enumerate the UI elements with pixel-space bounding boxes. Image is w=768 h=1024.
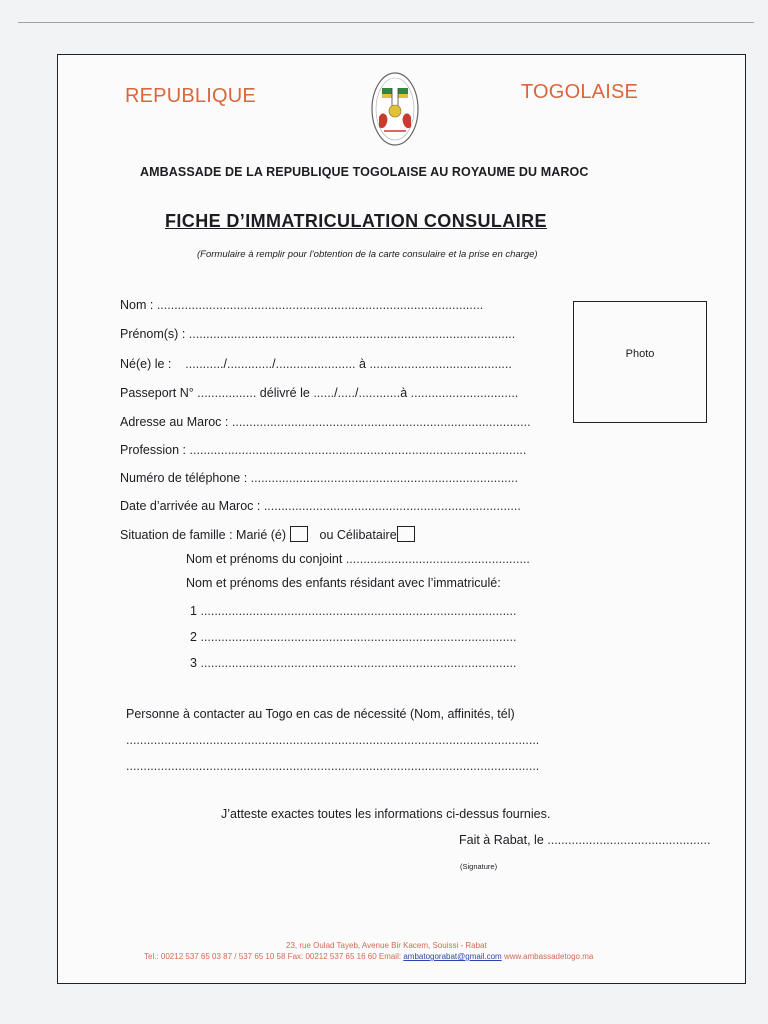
field-celibataire-label: ou Célibataire bbox=[319, 528, 397, 542]
field-telephone-label: Numéro de téléphone : bbox=[120, 471, 248, 485]
field-contact-line-1[interactable]: ....................................................................................................................... bbox=[126, 733, 540, 747]
dotted-line: ............................... bbox=[410, 386, 519, 400]
form-subtitle: (Formulaire à remplir pour l’obtention de la carte consulaire et la prise en charge) bbox=[197, 249, 538, 260]
field-contact-line-2[interactable]: ....................................................................................................................... bbox=[126, 759, 540, 773]
dotted-line: ....................... bbox=[275, 357, 356, 371]
field-passeport-label: Passeport N° bbox=[120, 386, 194, 400]
date-separator: / bbox=[355, 386, 359, 400]
attestation-text: J’atteste exactes toutes les informations ci-dessus fournies. bbox=[221, 807, 551, 821]
marie-checkbox[interactable] bbox=[290, 526, 308, 542]
lieu-a-label: à bbox=[359, 357, 366, 371]
coat-of-arms-seal bbox=[370, 71, 420, 147]
field-enfant-1[interactable] bbox=[190, 604, 516, 618]
field-situation-label: Situation de famille : Marié (é) bbox=[120, 528, 287, 542]
field-date-naissance[interactable] bbox=[120, 357, 512, 371]
dotted-line: ............. bbox=[227, 357, 273, 371]
field-profession-label: Profession : bbox=[120, 443, 187, 457]
dotted-line: ........... bbox=[174, 357, 224, 371]
dotted-line: ..... bbox=[337, 386, 356, 400]
field-delivre-label: délivré le bbox=[259, 386, 310, 400]
field-conjoint-dotted-line: ..................................................... bbox=[345, 552, 530, 566]
field-enfant-2[interactable] bbox=[190, 630, 516, 644]
form-title: FICHE D’IMMATRICULATION CONSULAIRE bbox=[165, 211, 547, 231]
coat-of-arms-icon bbox=[370, 71, 420, 147]
header-togolaise: TOGOLAISE bbox=[521, 81, 639, 103]
field-passeport[interactable] bbox=[120, 386, 518, 400]
enfant-dotted-line: ........................................................................................... bbox=[200, 604, 517, 618]
field-telephone[interactable] bbox=[120, 471, 518, 485]
field-enfant-3[interactable] bbox=[190, 656, 516, 670]
photo-box[interactable] bbox=[573, 301, 707, 423]
field-adresse-label: Adresse au Maroc : bbox=[120, 415, 229, 429]
field-contact-heading: Personne à contacter au Togo en cas de nécessité (Nom, affinités, tél) bbox=[126, 707, 515, 721]
enfant-dotted-line: ........................................................................................... bbox=[200, 630, 517, 644]
field-ne-le-label: Né(e) le : bbox=[120, 357, 172, 371]
celibataire-checkbox[interactable] bbox=[397, 526, 415, 542]
field-adresse-dotted-line: ...................................................................................... bbox=[231, 415, 531, 429]
enfant-dotted-line: ........................................................................................... bbox=[200, 656, 517, 670]
dotted-line: ............ bbox=[358, 386, 401, 400]
footer-email-link[interactable]: ambatogorabat@gmail.com bbox=[403, 952, 502, 961]
fait-a-rabat[interactable] bbox=[459, 833, 710, 847]
field-telephone-dotted-line: ............................................................................. bbox=[250, 471, 519, 485]
field-enfants-heading: Nom et prénoms des enfants résidant avec l’immatriculé: bbox=[186, 576, 501, 590]
scan-edge-line bbox=[18, 22, 754, 23]
field-prenom-label: Prénom(s) : bbox=[120, 327, 186, 341]
fait-a-rabat-label: Fait à Rabat, le bbox=[459, 833, 544, 847]
field-profession[interactable] bbox=[120, 443, 526, 457]
field-prenom[interactable] bbox=[120, 327, 515, 341]
dotted-line: ...... bbox=[313, 386, 335, 400]
field-profession-dotted-line: ................................................................................................. bbox=[189, 443, 527, 457]
dotted-line: ......................................... bbox=[369, 357, 512, 371]
field-date-arrivee[interactable] bbox=[120, 499, 521, 513]
enfant-number: 3 bbox=[190, 656, 197, 670]
dotted-line: ................. bbox=[197, 386, 257, 400]
footer-address: 23, rue Oulad Tayeb, Avenue Bir Kacem, Souissi - Rabat bbox=[286, 941, 487, 950]
field-situation-famille bbox=[120, 526, 415, 542]
lieu-a-label: à bbox=[400, 386, 408, 400]
footer-website[interactable]: www.ambassadetogo.ma bbox=[503, 952, 594, 961]
date-separator: / bbox=[334, 386, 338, 400]
footer-phone-fax: Tel.: 00212 537 65 03 87 / 537 65 10 58 Fax: 00212 537 65 16 60 Email: bbox=[144, 952, 402, 961]
field-arrivee-label: Date d’arrivée au Maroc : bbox=[120, 499, 261, 513]
consular-form-sheet bbox=[57, 54, 746, 984]
field-nom[interactable] bbox=[120, 298, 483, 312]
footer-contacts bbox=[144, 952, 593, 961]
enfant-number: 2 bbox=[190, 630, 197, 644]
field-arrivee-dotted-line: .......................................................................... bbox=[263, 499, 521, 513]
photo-label: Photo bbox=[625, 348, 655, 360]
date-separator: / bbox=[272, 357, 276, 371]
date-separator: / bbox=[223, 357, 227, 371]
signature-label: (Signature) bbox=[460, 862, 498, 871]
embassy-heading: AMBASSADE DE LA REPUBLIQUE TOGOLAISE AU ROYAUME DU MAROC bbox=[140, 165, 589, 179]
field-adresse[interactable] bbox=[120, 415, 531, 429]
enfant-number: 1 bbox=[190, 604, 197, 618]
field-nom-dotted-line: .............................................................................................. bbox=[156, 298, 484, 312]
field-nom-label: Nom : bbox=[120, 298, 154, 312]
field-conjoint[interactable] bbox=[186, 552, 530, 566]
header-republique: REPUBLIQUE bbox=[125, 85, 256, 107]
fait-a-rabat-dotted-line: ............................................... bbox=[547, 833, 711, 847]
field-prenom-dotted-line: .............................................................................................. bbox=[188, 327, 516, 341]
field-conjoint-label: Nom et prénoms du conjoint bbox=[186, 552, 343, 566]
